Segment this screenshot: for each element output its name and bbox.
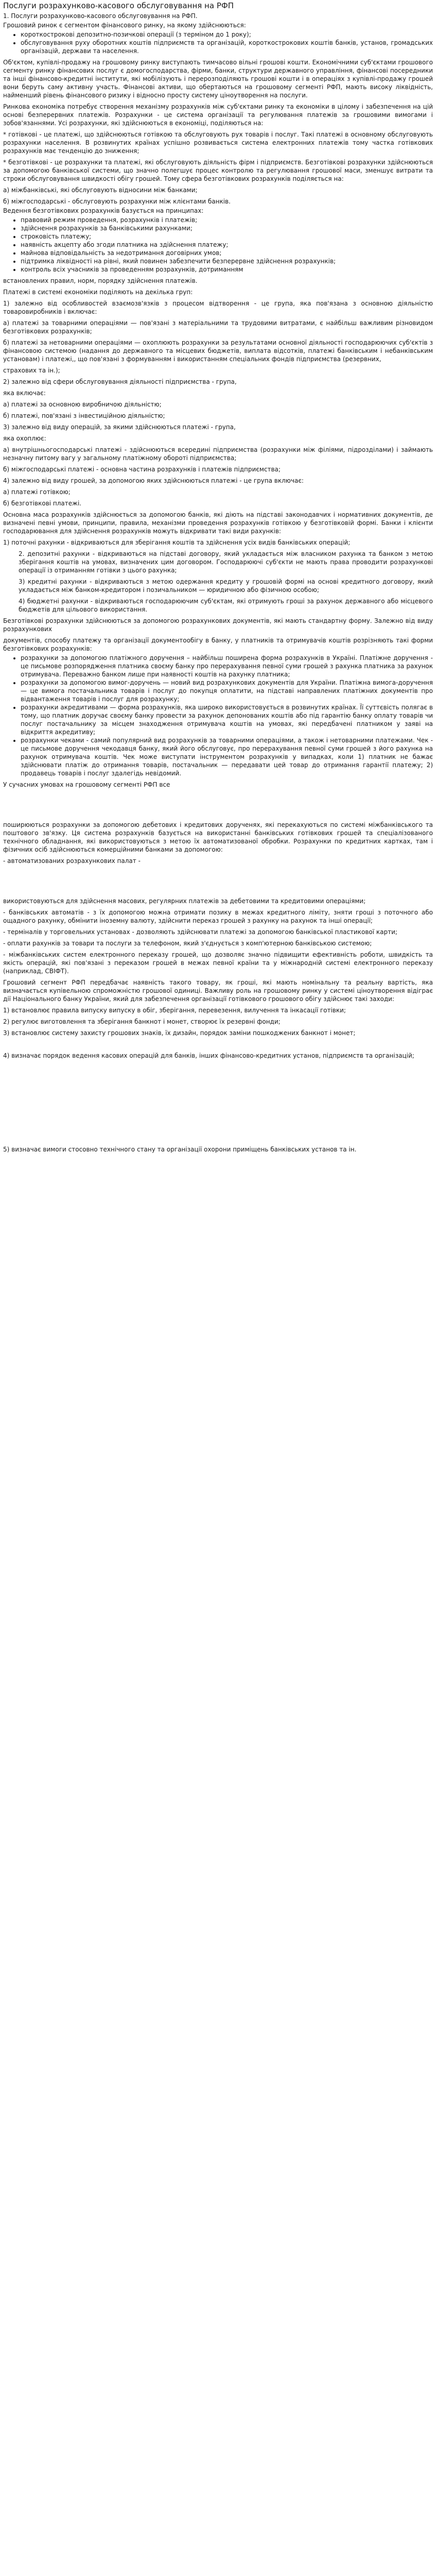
page-title: Послуги розрахунково-касового обслуговування на РФП	[3, 1, 234, 10]
paragraph: - автоматизованих розрахункових палат -	[3, 857, 141, 865]
list-item: • обслуговування руху оборотних коштів підприємств та організацій, короткострокових коштів банків, установ, громадських організацій, держави та населення.	[21, 39, 433, 55]
paragraph: б) платежі, пов'язані з інвестиційною діяльністю;	[3, 412, 165, 419]
paragraph: Грошовий сегмент РФП передбачає наявність такого товару, як гроші, які мають номінальну та реальну вартість, яка визначається купівельною спроможністю грошової одиниці. Важливу роль на грошовому ринку у системі ціноутворення відіграє дії Національного банку України, який для забезпечення організації готівкового грошового обігу здійснює такі заходи:	[3, 979, 433, 1003]
paragraph: 2) регулює виготовлення та зберігання банкнот і монет, створює їх резервні фонди;	[3, 1018, 281, 1025]
list-item: • розрахунки чеками - самий популярний вид розрахунків за товарними операціями, а також і нетоварними платежами. Чек - це письмове доручення чекодавця банку, який його обслуговує, про перерахування певної суми грошей з його рахунка на рахунок отримувача коштів. Чек може виступати інструментом розрахунків у випадках, коли 1) платник не бажає здійснювати платіж до отримання товарів, постачальник — передавати цей товар до отримання гарантії платежу; 2) продавець товарів і послуг здалегідь невідомий.	[21, 736, 433, 777]
paragraph: а) внутрішньогосподарські платежі - здійснюються всередині підприємства (розрахунки між філіями, підрозділами) і займають незначну питому вагу у загальному платіжному обороті підприємства;	[3, 446, 433, 462]
paragraph: а) платежі за товарними операціями — пов'язані з матеріальними та трудовими витратами, є найбільш важливим різновидом безготівкових розрахунків;	[3, 319, 433, 335]
paragraph: - оплати рахунків за товари та послуги за телефоном, який з'єднується з комп'ютерною банківською системою;	[3, 940, 372, 947]
paragraph: Основна маса розрахунків здійснюється за допомогою банків, які діють на підставі законодавчих і нормативних документів, де визначені певні умови, принципи, правила, механізми проведення розрахунків готівкою у безготівковій формі. Банки і клієнти господарювання для здійснення розрахунків можуть відкривати такі види рахунків:	[3, 511, 433, 535]
paragraph: б) міжгосподарські - обслуговують розрахунки між клієнтами банків.	[3, 198, 231, 205]
paragraph: Ринкова економіка потребує створення механізму розрахунків між суб'єктами ринку та економіки в цілому і забезпечення на цій основі безперервних платежів. Розрахунки - це система організації та регулювання платежів за грошовими вимогами і зобов'язаннями. Усі розрахунки, які здійснюються в економіці, поділяються на:	[3, 103, 433, 127]
paragraph: У сучасних умовах на грошовому сегменті РФП все	[3, 781, 170, 788]
list-item: • розрахунки за допомогою платіжного доручення – найбільш поширена форма розрахунків в Україні. Платіжне доручення - це письмове розпорядження платника своєму банку про перерахування певної суми грошей з рахунка платника за рахунок отримувача. Переважно банком лише при наявності коштів на рахунку платника;	[21, 654, 433, 679]
paragraph: використовуються для здійснення масових, регулярних платежів за дебетовими та кредитовими операціями;	[3, 897, 366, 905]
paragraph: документів, способу платежу та організації документообігу в банку, у платників та отримувачів коштів розрізняють такі форми безготівкових розрахунків:	[3, 637, 433, 652]
paragraph: 5) визначає вимоги стосовно технічного стану та організації охорони приміщень банківських установ та ін.	[3, 1146, 357, 1153]
paragraph: 4) залежно від виду грошей, за допомогою яких здійснюються платежі - це група включає:	[3, 477, 304, 484]
paragraph: - терміналів у торговельних установах - дозволяють здійснювати платежі за допомогою банківської пластикової карти;	[3, 928, 397, 936]
list-item: • правовий режим проведення, розрахунків і платежів;	[21, 216, 433, 224]
list-item: • розрахунки акредитивами — форма розрахунків, яка широко використовується в розвинутих країнах. Її суттєвість полягає в тому, що платник доручає своєму банку провести за рахунок депонованих коштів або під гарантію банку оплату товарів чи послуг постачальнику за місцем знаходження отримувача коштів на умовах, які передбачені платником у заяві на відкриття акредитиву;	[21, 703, 433, 736]
paragraph: * готівкові - це платежі, що здійснюються готівкою та обслуговують рух товарів і послуг. Такі платежі в основному обслуговують розрахунки населення. В розвинутих країнах успішно розвивається система електронних платежів тому частка готівкових розрахунків має тенденцію до зниження;	[3, 131, 433, 155]
paragraph: страхових та ін.);	[3, 367, 60, 374]
paragraph: 3) залежно від виду операцій, за якими здійснюються платежі - група,	[3, 423, 236, 431]
paragraph: Ведення безготівкових розрахунків базується на принципах:	[3, 207, 204, 214]
list-item: • розрахунки за допомогою вимог-доручень — новий вид розрахункових документів для України. Платіжна вимога-доручення — це вимога постачальника товарів і послуг до покупця оплатити, на підставі направлених платіжних документів про відвантаження товарів і послуг для розрахунку;	[21, 679, 433, 703]
paragraph: Платежі в системі економіки поділяють на декілька груп:	[3, 289, 193, 296]
list-item: • наявність акцепту або згоди платника на здійснення платежу;	[21, 241, 433, 249]
paragraph: 2) залежно від сфери обслуговування діяльності підприємства - група,	[3, 378, 237, 385]
list-item: • майнова відповідальність за недотримання договірних умов;	[21, 249, 433, 257]
paragraph: а) платежі готівкою;	[3, 488, 71, 496]
paragraph: б) міжгосподарські платежі - основна частина розрахунків і платежів підприємства;	[3, 466, 281, 473]
paragraph: 1) поточні рахунки - відкриваються для зберігання коштів та здійснення усіх видів банківських операцій;	[3, 539, 351, 546]
paragraph: Безготівкові розрахунки здійснюються за допомогою розрахункових документів, які мають стандартну форму. Залежно від виду розрахункових	[3, 617, 433, 633]
paragraph: яка включає:	[3, 389, 46, 397]
paragraph: а) міжбанківські, які обслуговують відносини між банками;	[3, 187, 198, 194]
paragraph: Грошовий ринок є сегментом фінансового ринку, на якому здійснюються:	[3, 22, 246, 29]
paragraph: 3) кредитні рахунки - відкриваються з метою одержання кредиту у грошовій формі на основі кредитного договору, який укладається між банком-кредитором і позичальником — юридичною або фізичною особою;	[19, 578, 433, 594]
paragraph: - міжбанківських систем електронного переказу грошей, що дозволяє значно підвищити ефективність роботи, швидкість та якість операцій, які пов'язані з переказом грошей в межах певної країни та у міжнародній системі електронного переказу (наприклад, СВІФТ).	[3, 951, 433, 975]
list-item: • здійснення розрахунків за банківськими рахунками;	[21, 224, 433, 232]
paragraph: б) платежі за нетоварними операціями — охоплюють розрахунки за результатами основної діяльності господарюючих суб'єктів з фінансовою системою (надання до державного та місцевих бюджетів, виплата відсотків, платежі банківським і небанківським установам) і платежі,, що пов'язані з формуванням і використанням спеціальних фондів підприємства (резервних,	[3, 339, 433, 363]
paragraph: 1) встановлює правила випуску випуску в обіг, зберігання, перевезення, вилучення та інкасації готівки;	[3, 1007, 346, 1014]
list-item: • контроль всіх учасників за проведенням розрахунків, дотриманням	[21, 265, 433, 274]
paragraph: Об'єктом, купівлі-продажу на грошовому ринку виступають тимчасово вільні грошові кошти. Економічними суб'єктами грошового сегменту ринку фінансових послуг є домогосподарства, фірми, банки, структури державного управління, фінансові посередники та інші фінансово-кредитні інститути, які мобілізують і перерозподіляють грошові кошти і в операціях з купівлі-продажу грошей вони беруть саму активну участь. Фінансові активи, що обертаються на грошовому сегменті РФП, мають високу ліквідність, найменший рівень фінансового ризику і відносно просту систему ціноутворення на послуги.	[3, 59, 433, 99]
paragraph: 4) бюджетні рахунки - відкриваються господарюючим суб'єктам, які отримують гроші за рахунок державного або місцевого бюджетів для цільового використання.	[19, 598, 433, 613]
paragraph: поширюються розрахунки за допомогою дебетових і кредитових дорученях, які перекахуються по системі міжбанківського та поштового зв'язку. Ця система розрахунків базується на використанні банківських готівкових грошей та спеціалізованого технічного обладнання, які використовуються з метою їх автоматизованої обробки. Розрахунки по кредитних картках, там і фізичних осіб здійснюються комерційними банками за допомогою:	[3, 821, 433, 853]
intro-list	[3, 30, 433, 55]
paragraph: встановлених правил, норм, порядку здійснення платежів.	[3, 277, 198, 284]
paragraph: * безготівкові - це розрахунки та платежі, які обслуговують діяльність фірм і підприємств. Безготівкові розрахунки здійснюються за допомогою банківської системи, що значно полегшує процес контролю та регулювання грошової маси, зменшує витрати та строки обслуговування швидкості обігу грошей. Тому сфера безготівкових розрахунків поділяється на:	[3, 159, 433, 182]
forms-list	[3, 654, 433, 777]
paragraph: а) платежі за основною виробничою діяльністю;	[3, 401, 162, 408]
section-subtitle: 1. Послуги розрахунково-касового обслуговування на РФП.	[3, 12, 198, 20]
list-item: • строковість платежу;	[21, 232, 433, 241]
principles-list	[3, 216, 433, 274]
paragraph: 1) залежно від особливостей взаємозв'язків з процесом відтворення - це група, яка пов'язана з основною діяльністю товаровиробників і включає:	[3, 300, 433, 315]
paragraph: 3) встановлює систему захисту грошових знаків, їх дизайн, порядок заміни пошкоджених банкнот і монет;	[3, 1029, 356, 1037]
paragraph: б) безготівкові платежі.	[3, 500, 82, 507]
paragraph: 2. депозитні рахунки - відкриваються на підставі договору, який укладається між власником рахунка та банком з метою зберігання коштів на умовах, визначених цим договором. Господарюючі суб'єкти не мають права проводити розрахункові операції із отриманням готівки з цього рахунка;	[19, 550, 433, 574]
list-item: • підтримка ліквідності на рівні, який повинен забезпечити безперервне здійснення розрахунків;	[21, 257, 433, 265]
list-item: • короткострокові депозитно-позичкові операції (з терміном до 1 року);	[21, 30, 433, 39]
paragraph: - банківських автоматів - з їх допомогою можна отримати позику в межах кредитного ліміту, зняти гроші з поточного або ощадного рахунку, обмінити іноземну валюту, здійснити переказ грошей з рахунку на рахунок та інші операції;	[3, 909, 433, 924]
paragraph: яка охоплює:	[3, 435, 46, 442]
paragraph: 4) визначає порядок ведення касових операцій для банків, інших фінансово-кредитних установ, підприємств та організацій;	[3, 1052, 414, 1059]
